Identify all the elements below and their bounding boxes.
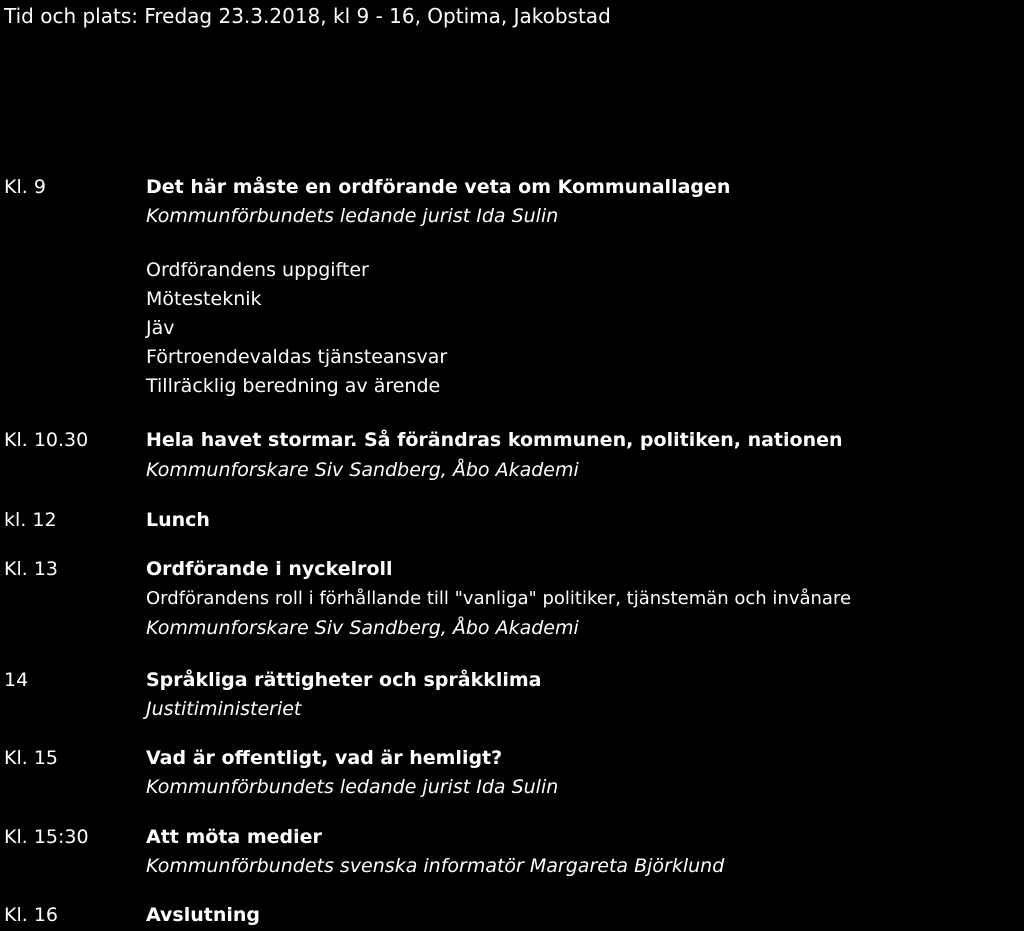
session-speaker: Kommunförbundets ledande jurist Ida Sulin — [146, 776, 559, 798]
schedule-time: Kl. 16 — [4, 904, 58, 926]
schedule-time: Kl. 10.30 — [4, 429, 89, 451]
session-title: Språkliga rättigheter och språkklima — [146, 669, 542, 691]
event-info-header: Tid och plats: Fredag 23.3.2018, kl 9 - 16, Optima, Jakobstad — [4, 4, 611, 28]
session-title: Att möta medier — [146, 826, 322, 848]
schedule-time: Kl. 13 — [4, 558, 58, 580]
schedule-time: Kl. 15 — [4, 747, 58, 769]
session-topic: Ordförandens uppgifter — [146, 259, 369, 281]
session-title: Ordförande i nyckelroll — [146, 558, 393, 580]
session-speaker: Kommunforskare Siv Sandberg, Åbo Akademi — [146, 617, 579, 639]
session-speaker: Justitiministeriet — [146, 698, 302, 720]
schedule-time: 14 — [4, 669, 29, 691]
schedule-time: Kl. 9 — [4, 176, 46, 198]
session-speaker: Kommunförbundets ledande jurist Ida Sulin — [146, 205, 559, 227]
session-topic: Förtroendevaldas tjänsteansvar — [146, 346, 448, 368]
session-title: Lunch — [146, 509, 210, 531]
session-topic: Jäv — [146, 317, 175, 339]
session-subtitle: Ordförandens roll i förhållande till "vanliga" politiker, tjänstemän och invånare — [146, 588, 852, 609]
session-speaker: Kommunforskare Siv Sandberg, Åbo Akademi — [146, 459, 579, 481]
session-title: Hela havet stormar. Så förändras kommunen, politiken, nationen — [146, 429, 843, 451]
schedule-time: kl. 12 — [4, 509, 57, 531]
session-speaker: Kommunförbundets svenska informatör Margareta Björklund — [146, 855, 725, 877]
session-title: Det här måste en ordförande veta om Kommunallagen — [146, 176, 731, 198]
session-topic: Tillräcklig beredning av ärende — [146, 375, 441, 397]
schedule-time: Kl. 15:30 — [4, 826, 89, 848]
session-topic: Mötesteknik — [146, 288, 262, 310]
session-title: Vad är offentligt, vad är hemligt? — [146, 747, 503, 769]
session-title: Avslutning — [146, 904, 261, 926]
